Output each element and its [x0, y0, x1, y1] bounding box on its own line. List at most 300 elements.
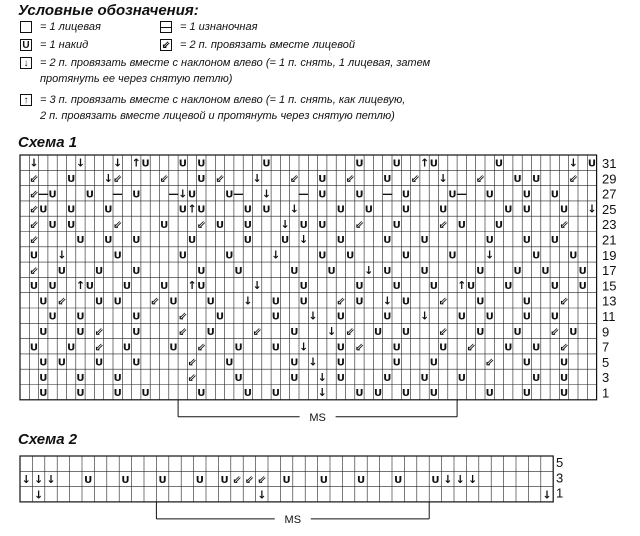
yarn-over-symbol: U: [195, 474, 204, 486]
yarn-over-symbol: U: [132, 311, 141, 323]
yarn-over-symbol: U: [132, 265, 141, 277]
k2tog-symbol: ⇙: [159, 171, 169, 185]
yarn-over-symbol: U: [392, 342, 401, 354]
yarn-over-symbol: U: [336, 235, 345, 247]
yarn-over-symbol: U: [39, 296, 48, 308]
yarn-over-symbol: U: [282, 474, 291, 486]
yarn-over-symbol: U: [355, 158, 364, 170]
ssk-symbol: ↓: [587, 202, 597, 216]
yarn-over-symbol: U: [234, 342, 243, 354]
yarn-over-symbol: U: [457, 311, 466, 323]
yarn-over-symbol: U: [383, 265, 392, 277]
sk2p-symbol: ↑: [187, 202, 197, 216]
yarn-over-symbol: U: [57, 357, 66, 369]
yarn-over-symbol: U: [476, 265, 485, 277]
k2tog-symbol: ⇙: [196, 217, 206, 231]
yarn-over-symbol: U: [439, 342, 448, 354]
ssk-symbol: ↓: [33, 472, 44, 486]
k2tog-symbol: ⇙: [94, 324, 104, 338]
yarn-over-symbol: U: [550, 189, 559, 201]
purl-symbol: —: [456, 187, 468, 201]
yarn-over-symbol: U: [355, 189, 364, 201]
yarn-over-symbol: U: [113, 296, 122, 308]
k2tog-symbol: ⇙: [113, 171, 123, 185]
yarn-over-symbol: U: [271, 296, 280, 308]
yarn-over-symbol: U: [355, 388, 364, 400]
yarn-over-symbol: U: [373, 326, 383, 338]
sk2p-symbol: ↑: [75, 279, 86, 293]
yarn-over-symbol: U: [448, 250, 457, 262]
ssk-symbol: ↓: [299, 340, 309, 354]
yarn-over-symbol: U: [559, 372, 569, 384]
yarn-over-symbol: U: [383, 235, 392, 247]
k2tog-symbol: ⇙: [29, 263, 39, 277]
yarn-over-symbol: U: [431, 474, 440, 486]
yarn-over-symbol: U: [559, 388, 569, 400]
k2tog-symbol: ⇙: [57, 294, 67, 308]
yarn-over-symbol: U: [401, 204, 411, 216]
yarn-over-symbol: U: [48, 281, 57, 293]
yarn-over-symbol: U: [206, 326, 215, 338]
k2tog-symbol: ⇙: [178, 309, 188, 323]
legend-purl: = 1 изнаночная: [180, 21, 258, 33]
yarn-over-symbol: U: [197, 388, 206, 400]
yarn-over-symbol: U: [522, 235, 531, 247]
ssk-symbol: ↓: [57, 248, 67, 262]
yarn-over-symbol: U: [394, 474, 403, 486]
yarn-over-symbol: U: [569, 326, 578, 338]
yarn-over-symbol: U: [215, 219, 225, 231]
yarn-over-symbol: U: [225, 189, 234, 201]
yarn-over-symbol: U: [113, 388, 122, 400]
ssk-symbol: ↓: [252, 171, 262, 185]
yarn-over-symbol: U: [401, 388, 411, 400]
purl-symbol: —: [167, 187, 179, 201]
k2tog-symbol: ⇙: [568, 171, 578, 185]
purl-symbol: —: [233, 187, 245, 201]
yarn-over-symbol: U: [373, 388, 383, 400]
ssk-symbol: ↓: [382, 294, 392, 308]
yarn-over-symbol: U: [392, 158, 401, 170]
yarn-over-symbol: U: [532, 372, 541, 384]
yarn-over-symbol: U: [39, 357, 48, 369]
yarn-over-symbol: U: [532, 173, 541, 185]
yarn-over-symbol: U: [299, 219, 308, 231]
yarn-over-symbol: U: [290, 357, 299, 369]
yarn-over-symbol: U: [122, 281, 132, 293]
k2tog-symbol: ⇙: [466, 340, 476, 354]
scheme2-row-number: 5: [556, 455, 564, 470]
ssk-symbol: ↓: [308, 309, 318, 323]
yarn-over-symbol: U: [485, 388, 494, 400]
yarn-over-symbol: U: [215, 311, 225, 323]
scheme1-row-number: 13: [602, 293, 617, 309]
yarn-over-symbol: U: [76, 326, 85, 338]
yarn-over-symbol: U: [94, 265, 104, 277]
yarn-over-symbol: U: [39, 326, 48, 338]
legend-title: Условные обозначения:: [18, 2, 199, 19]
scheme2-row-number: 1: [556, 485, 564, 501]
yarn-over-symbol: U: [420, 235, 429, 247]
k2tog-symbol: ⇙: [354, 340, 365, 354]
scheme1-row-number: 29: [602, 171, 617, 187]
k2tog-symbol: ⇙: [232, 472, 242, 486]
yarn-over-symbol: U: [67, 173, 76, 185]
ssk-symbol: ↓: [243, 294, 253, 308]
yarn-over-symbol: U: [132, 326, 141, 338]
yarn-over-symbol: U: [318, 189, 327, 201]
k2tog-symbol: ⇙: [438, 294, 448, 308]
yarn-over-symbol: U: [122, 342, 132, 354]
scheme1-row-number: 9: [602, 324, 610, 340]
yarn-over-symbol: U: [318, 173, 327, 185]
k2tog-symbol: ⇙: [438, 324, 448, 338]
yarn-over-symbol: U: [336, 204, 345, 216]
yarn-over-symbol: U: [429, 158, 438, 170]
yarn-over-symbol: U: [178, 250, 187, 262]
scheme1-row-number: 17: [602, 263, 617, 279]
yarn-over-symbol: U: [290, 265, 299, 277]
yarn-over-symbol: U: [76, 388, 85, 400]
k2tog-symbol: ⇙: [244, 472, 255, 486]
ssk-symbol: ↓: [317, 386, 327, 400]
k2tog-symbol: ⇙: [187, 355, 197, 369]
yarn-over-symbol: U: [559, 357, 569, 369]
yarn-over-symbol: U: [271, 311, 280, 323]
yarn-over-symbol: U: [327, 265, 336, 277]
yarn-over-symbol: U: [48, 189, 57, 201]
yarn-over-symbol: U: [243, 235, 252, 247]
yarn-over-symbol: U: [383, 173, 392, 185]
yarn-over-symbol: U: [39, 388, 48, 400]
legend-sk2p-line1: = 3 п. провязать вместе с наклоном влево (= 1 п. снять, как лицевую,: [40, 94, 406, 106]
yarn-over-symbol: U: [550, 281, 559, 293]
k2tog-symbol: ⇙: [215, 171, 225, 185]
scheme1-row-number: 31: [602, 156, 617, 171]
yarn-over-symbol: U: [197, 265, 206, 277]
yarn-over-symbol: U: [532, 250, 541, 262]
ssk-symbol: ↓: [178, 187, 188, 201]
k2tog-symbol: ⇙: [113, 217, 123, 231]
yarn-over-symbol: U: [550, 311, 559, 323]
yarn-over-symbol: U: [532, 342, 541, 354]
yarn-over-symbol: U: [522, 296, 531, 308]
yarn-over-symbol: U: [494, 158, 504, 170]
yarn-over-symbol: U: [132, 235, 141, 247]
sk2p-symbol: ↑: [187, 279, 197, 293]
yarn-over-symbol: U: [29, 250, 39, 262]
yarn-over-symbol: U: [132, 357, 141, 369]
yarn-over-symbol: U: [457, 219, 466, 231]
k2tog-symbol: ⇙: [29, 171, 39, 185]
yarn-over-symbol: U: [220, 474, 229, 486]
yarn-over-symbol: U: [160, 219, 169, 231]
k2tog-symbol: ⇙: [410, 171, 420, 185]
yarn-over-symbol: U: [522, 311, 531, 323]
yarn-over-symbol: U: [262, 158, 271, 170]
legend-ssk-line1: = 2 п. провязать вместе с наклоном влево (= 1 п. снять, 1 лицевая, затем: [40, 57, 431, 69]
yarn-over-symbol: U: [121, 474, 130, 486]
yarn-over-symbol: U: [355, 281, 364, 293]
yarn-over-symbol: U: [355, 296, 364, 308]
ssk-symbol: ↓: [308, 355, 318, 369]
yarn-over-symbol: U: [187, 235, 197, 247]
k2tog-symbol: ⇙: [257, 472, 267, 486]
yarn-over-symbol: U: [271, 342, 280, 354]
yarn-over-symbol: U: [476, 326, 485, 338]
yarn-over-symbol: U: [569, 250, 578, 262]
scheme1-row-number: 25: [602, 201, 617, 217]
yarn-over-symbol: U: [197, 204, 206, 216]
yarn-over-symbol: U: [346, 250, 355, 262]
ssk-symbol: ↓: [33, 488, 44, 502]
yarn-over-symbol: U: [160, 281, 169, 293]
yarn-over-symbol: U: [243, 219, 252, 231]
ssk-symbol: ↓: [419, 309, 430, 323]
yarn-over-symbol: U: [94, 357, 104, 369]
k2tog-symbol: ⇙: [196, 340, 206, 354]
yarn-over-symbol: U: [476, 296, 485, 308]
yarn-over-symbol: U: [104, 235, 113, 247]
yarn-over-symbol: U: [280, 235, 290, 247]
yarn-over-symbol: U: [522, 189, 531, 201]
yarn-over-symbol: U: [67, 342, 76, 354]
ssk-symbol: ↓: [317, 370, 327, 384]
yarn-over-symbol: U: [383, 372, 392, 384]
ssk-symbol: ↓: [289, 202, 299, 216]
k2tog-symbol: ⇙: [29, 233, 39, 247]
yarn-over-symbol: U: [429, 357, 438, 369]
scheme1-row-number: 23: [602, 217, 617, 233]
yarn-over-symbol: U: [420, 372, 429, 384]
yarn-over-symbol: U: [225, 357, 234, 369]
legend-knit: = 1 лицевая: [40, 21, 101, 33]
k2tog-symbol: ⇙: [187, 370, 197, 384]
scheme1-row-number: 1: [602, 385, 610, 401]
yarn-over-symbol: U: [401, 326, 411, 338]
yarn-over-symbol: U: [234, 372, 243, 384]
yarn-over-symbol: U: [178, 204, 187, 216]
k2tog-symbol: ⇙: [150, 294, 160, 308]
yarn-over-symbol: U: [550, 235, 559, 247]
k2tog-symbol: ⇙: [485, 355, 495, 369]
legend-yarn-over: = 1 накид: [40, 39, 89, 51]
purl-symbol: —: [298, 187, 310, 201]
yarn-over-symbol: U: [67, 219, 76, 231]
k2tog-symbol: ⇙: [336, 294, 346, 308]
dash-icon: —: [161, 22, 171, 33]
k2tog-symbol: ⇙: [94, 340, 104, 354]
yarn-over-icon: U: [20, 39, 32, 51]
yarn-over-symbol: U: [485, 189, 494, 201]
yarn-over-symbol: U: [513, 326, 522, 338]
yarn-over-symbol: U: [187, 189, 197, 201]
yarn-over-symbol: U: [319, 474, 328, 486]
ssk-symbol: ↓: [364, 263, 374, 277]
yarn-over-symbol: U: [522, 357, 531, 369]
yarn-over-symbol: U: [132, 189, 141, 201]
legend-k2tog: = 2 п. провязать вместе лицевой: [180, 39, 355, 51]
purl-symbol: —: [112, 187, 124, 201]
yarn-over-symbol: U: [48, 219, 57, 231]
legend-ssk-line2: протянуть ее через снятую петлю): [40, 73, 233, 85]
yarn-over-symbol: U: [578, 265, 587, 277]
scheme1-row-number: 3: [602, 370, 610, 386]
ssk-icon: ↓: [20, 57, 32, 69]
ssk-symbol: ↓: [113, 156, 123, 170]
yarn-over-symbol: U: [39, 204, 48, 216]
yarn-over-symbol: U: [271, 388, 280, 400]
yarn-over-symbol: U: [336, 342, 345, 354]
yarn-over-symbol: U: [169, 296, 178, 308]
k2tog-symbol: ⇙: [29, 217, 39, 231]
yarn-over-symbol: U: [401, 189, 411, 201]
ssk-symbol: ↓: [568, 156, 578, 170]
yarn-over-symbol: U: [76, 311, 85, 323]
yarn-over-symbol: U: [206, 296, 215, 308]
yarn-over-symbol: U: [290, 372, 299, 384]
ssk-symbol: ↓: [438, 171, 448, 185]
yarn-over-symbol: U: [587, 158, 597, 170]
yarn-over-symbol: U: [29, 342, 39, 354]
ssk-symbol: ↓: [261, 187, 272, 201]
yarn-over-symbol: U: [76, 235, 85, 247]
scheme2-title: Схема 2: [18, 431, 78, 448]
yarn-over-symbol: U: [29, 281, 39, 293]
yarn-over-symbol: U: [169, 342, 178, 354]
yarn-over-symbol: U: [76, 372, 85, 384]
yarn-over-symbol: U: [439, 204, 448, 216]
yarn-over-symbol: U: [466, 281, 476, 293]
yarn-over-symbol: U: [356, 474, 366, 486]
sk2p-symbol: ↑: [131, 156, 141, 170]
yarn-over-symbol: U: [318, 250, 327, 262]
yarn-over-symbol: U: [262, 204, 271, 216]
yarn-over-symbol: U: [522, 204, 531, 216]
yarn-over-symbol: U: [513, 265, 522, 277]
yarn-over-symbol: U: [504, 204, 513, 216]
scheme1-repeat-label: MS: [309, 411, 326, 424]
scheme1-row-number: 21: [602, 232, 617, 248]
yarn-over-symbol: U: [457, 372, 466, 384]
yarn-over-symbol: U: [504, 281, 513, 293]
yarn-over-symbol: U: [559, 204, 569, 216]
yarn-over-symbol: U: [225, 250, 234, 262]
yarn-over-symbol: U: [541, 265, 550, 277]
yarn-over-symbol: U: [485, 235, 494, 247]
yarn-over-symbol: U: [364, 204, 373, 216]
yarn-over-symbol: U: [392, 281, 401, 293]
k2tog-symbol: ⇙: [559, 294, 569, 308]
ssk-symbol: ↓: [75, 156, 86, 170]
yarn-over-symbol: U: [67, 204, 76, 216]
purl-symbol: —: [381, 187, 393, 201]
yarn-over-symbol: U: [39, 372, 48, 384]
ssk-symbol: ↓: [29, 156, 39, 170]
scheme1-row-number: 11: [602, 309, 616, 324]
k2tog-symbol: ⇙: [559, 217, 569, 231]
scheme1-row-number: 5: [602, 354, 610, 370]
yarn-over-symbol: U: [85, 281, 94, 293]
yarn-over-symbol: U: [513, 173, 522, 185]
yarn-over-symbol: U: [85, 189, 94, 201]
yarn-over-symbol: U: [197, 281, 206, 293]
scheme2-repeat-label: MS: [284, 513, 302, 526]
yarn-over-symbol: U: [243, 388, 252, 400]
scheme1-row-number: 19: [602, 247, 617, 263]
k2tog-symbol: ⇙: [475, 171, 485, 185]
ssk-symbol: ↓: [467, 472, 478, 486]
ssk-symbol: ↓: [46, 472, 56, 486]
ssk-symbol: ↓: [443, 472, 453, 486]
k2tog-right-icon: ⇙: [161, 40, 171, 51]
ssk-symbol: ↓: [257, 488, 267, 502]
yarn-over-symbol: U: [336, 311, 345, 323]
yarn-over-symbol: U: [429, 388, 438, 400]
ssk-symbol: ↓: [252, 279, 262, 293]
k2tog-symbol: ⇙: [438, 217, 448, 231]
yarn-over-symbol: U: [485, 311, 494, 323]
yarn-over-symbol: U: [94, 296, 104, 308]
purl-symbol: —: [37, 187, 49, 201]
ssk-symbol: ↓: [326, 324, 337, 338]
yarn-over-symbol: U: [57, 265, 66, 277]
yarn-over-symbol: U: [383, 311, 392, 323]
yarn-over-symbol: U: [141, 388, 150, 400]
yarn-over-symbol: U: [401, 296, 411, 308]
yarn-over-symbol: U: [290, 326, 299, 338]
scheme1-row-number: 7: [602, 339, 610, 355]
ssk-symbol: ↓: [271, 248, 281, 262]
yarn-over-symbol: U: [243, 204, 252, 216]
scheme1-row-number: 15: [602, 278, 617, 294]
yarn-over-symbol: U: [158, 474, 167, 486]
ssk-symbol: ↓: [299, 233, 309, 247]
k2tog-symbol: ⇙: [29, 187, 39, 201]
legend-sk2p-line2: 2 п. провязать вместе лицевой и протянуть через снятую петлю): [40, 110, 395, 122]
yarn-over-symbol: U: [392, 357, 401, 369]
ssk-symbol: ↓: [542, 488, 552, 502]
sk2p-symbol: ↑: [419, 156, 430, 170]
yarn-over-symbol: U: [504, 342, 513, 354]
yarn-over-symbol: U: [234, 265, 243, 277]
yarn-over-symbol: U: [299, 296, 308, 308]
yarn-over-symbol: U: [197, 173, 206, 185]
ssk-symbol: ↓: [485, 248, 495, 262]
yarn-over-symbol: U: [84, 474, 93, 486]
k2tog-symbol: ⇙: [345, 171, 355, 185]
yarn-over-symbol: U: [197, 158, 206, 170]
ssk-symbol: ↓: [21, 472, 31, 486]
ssk-symbol: ↓: [455, 472, 465, 486]
yarn-over-symbol: U: [318, 219, 327, 231]
yarn-over-symbol: U: [178, 158, 187, 170]
yarn-over-symbol: U: [113, 372, 122, 384]
k2tog-symbol: ⇙: [550, 324, 560, 338]
yarn-over-symbol: U: [448, 189, 457, 201]
k2tog-symbol: ⇙: [252, 324, 262, 338]
k2tog-symbol: ⇙: [289, 171, 299, 185]
k2tog-symbol: ⇙: [345, 324, 355, 338]
yarn-over-symbol: U: [48, 311, 57, 323]
ssk-symbol: ↓: [103, 171, 113, 185]
k2tog-symbol: ⇙: [29, 202, 39, 216]
k2tog-symbol: ⇙: [559, 340, 569, 354]
yarn-over-symbol: U: [522, 388, 531, 400]
scheme1-title: Схема 1: [18, 134, 78, 151]
k2tog-symbol: ⇙: [178, 324, 188, 338]
yarn-over-symbol: U: [141, 158, 150, 170]
